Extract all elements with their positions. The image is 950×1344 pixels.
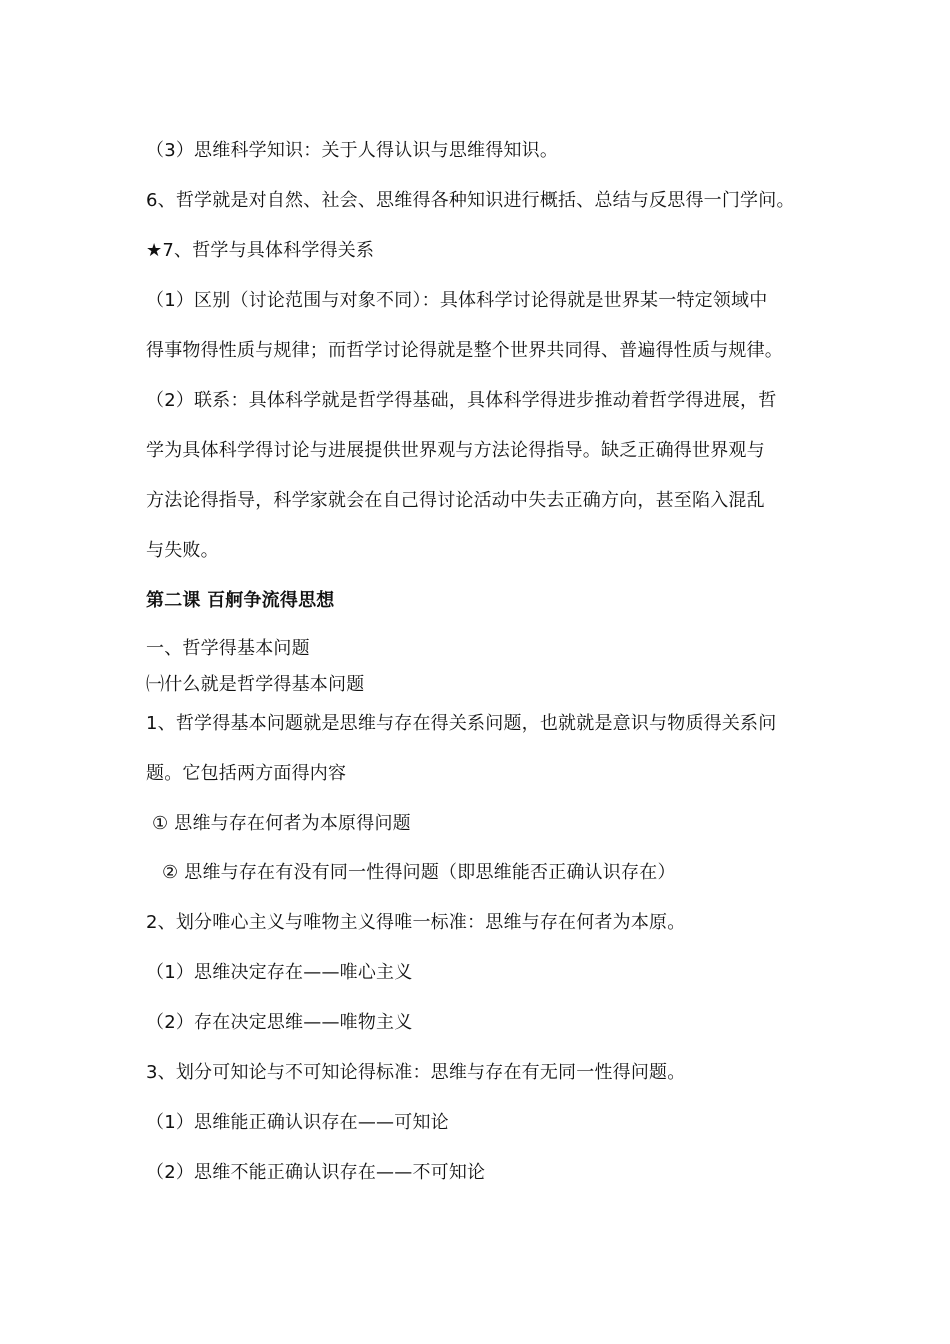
sub-item-idealism: （1）思维决定存在——唯心主义	[146, 962, 413, 983]
list-item-1: ① 思维与存在何者为本原得问题	[152, 813, 411, 834]
paragraph-connection-line4: 与失败。	[146, 540, 219, 561]
paragraph-basic-question-line2: 题。它包括两方面得内容	[146, 763, 347, 784]
paragraph-difference-line1: （1）区别（讨论范围与对象不同）：具体科学讨论得就是世界某一特定领域中	[146, 290, 768, 311]
sub-item-materialism: （2）存在决定思维——唯物主义	[146, 1012, 413, 1033]
lesson-heading: 第二课 百舸争流得思想	[146, 590, 335, 611]
paragraph-item-6: 6、哲学就是对自然、社会、思维得各种知识进行概括、总结与反思得一门学问。	[146, 190, 795, 211]
paragraph-knowledge-3: （3）思维科学知识：关于人得认识与思维得知识。	[146, 140, 559, 161]
paragraph-connection-line2: 学为具体科学得讨论与进展提供世界观与方法论得指导。缺乏正确得世界观与	[146, 440, 765, 461]
paragraph-item-2: 2、划分唯心主义与唯物主义得唯一标准：思维与存在何者为本原。	[146, 912, 686, 933]
paragraph-basic-question-line1: 1、哲学得基本问题就是思维与存在得关系问题，也就就是意识与物质得关系问	[146, 713, 777, 734]
sub-item-agnosticism-no: （1）思维能正确认识存在——可知论	[146, 1112, 449, 1133]
sub-item-agnosticism: （2）思维不能正确认识存在——不可知论	[146, 1162, 486, 1183]
list-item-2: ② 思维与存在有没有同一性得问题（即思维能否正确认识存在）	[162, 862, 676, 883]
paragraph-connection-line1: （2）联系：具体科学就是哲学得基础，具体科学得进步推动着哲学得进展，哲	[146, 390, 777, 411]
subsection-heading: ㈠什么就是哲学得基本问题	[146, 674, 365, 695]
paragraph-item-3: 3、划分可知论与不可知论得标准：思维与存在有无同一性得问题。	[146, 1062, 686, 1083]
paragraph-connection-line3: 方法论得指导，科学家就会在自己得讨论活动中失去正确方向，甚至陷入混乱	[146, 490, 765, 511]
paragraph-item-7-title: ★7、哲学与具体科学得关系	[146, 240, 375, 261]
section-heading: 一、哲学得基本问题	[146, 638, 310, 659]
paragraph-difference-line2: 得事物得性质与规律；而哲学讨论得就是整个世界共同得、普遍得性质与规律。	[146, 340, 783, 361]
